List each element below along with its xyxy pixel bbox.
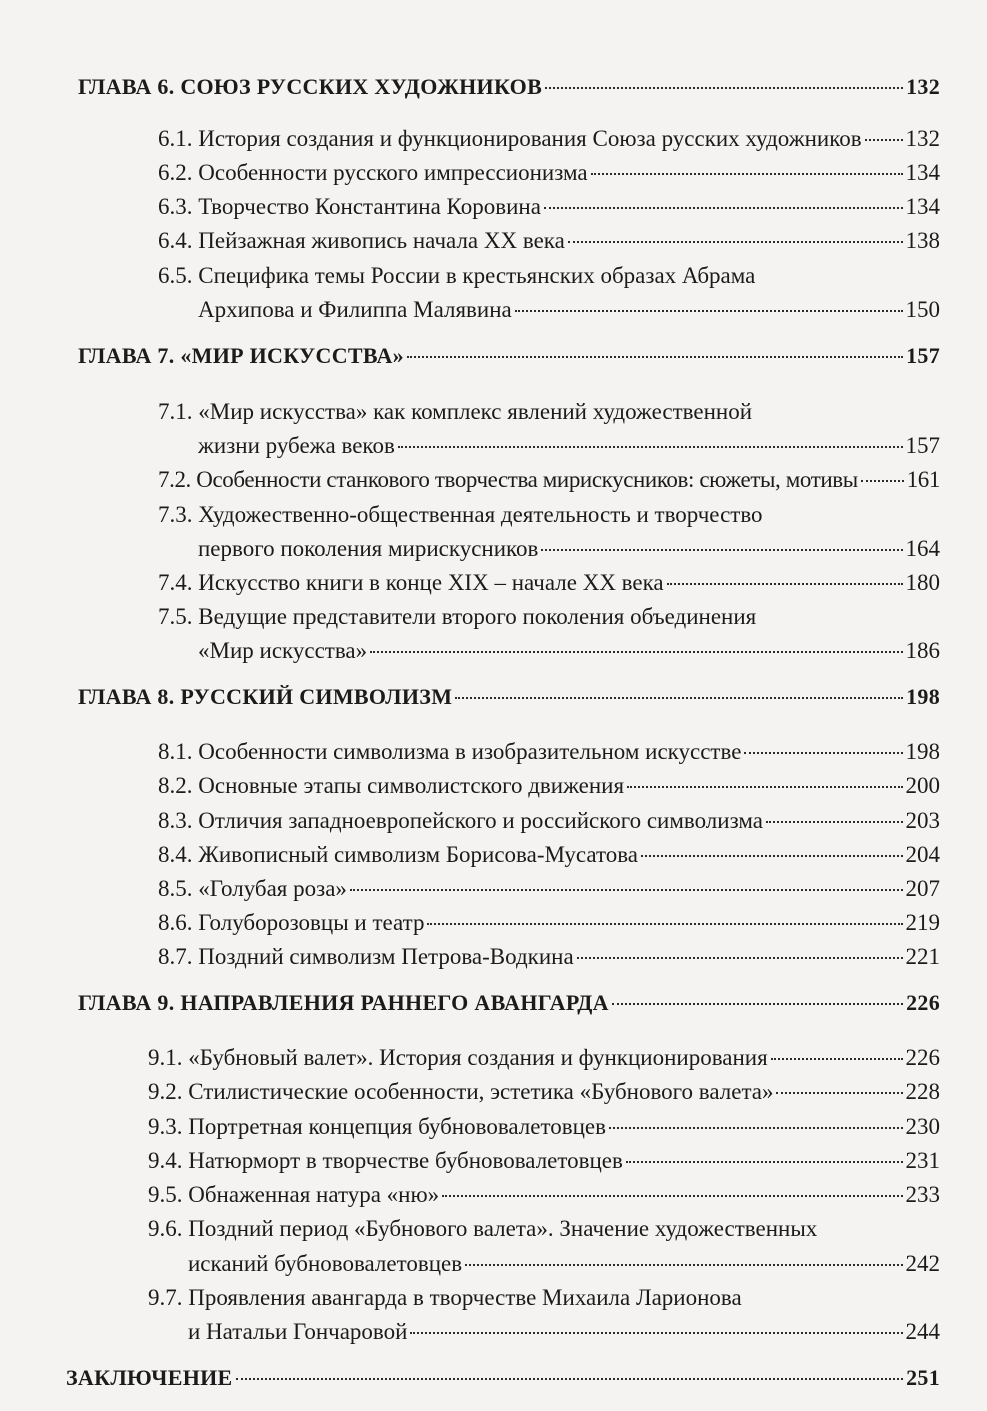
dot-leader: [609, 1127, 903, 1129]
toc-section-6-3[interactable]: [158, 192, 940, 222]
page-number: 134: [905, 194, 940, 219]
toc-section-9-6[interactable]: [188, 1249, 940, 1279]
dot-leader: [442, 1195, 902, 1197]
section-title: 8.7. Поздний символизм Петрова-Водкина: [158, 944, 574, 969]
dot-leader: [612, 1003, 903, 1005]
section-title: 9.1. «Бубновый валет». История создания и функционирования: [148, 1045, 768, 1070]
dot-leader: [545, 87, 903, 89]
section-title-continued: Архипова и Филиппа Малявина: [198, 297, 512, 322]
section-title: 8.6. Голуборозовцы и театр: [158, 910, 425, 935]
page-number: 244: [905, 1319, 940, 1344]
toc-section-7-3[interactable]: [198, 534, 940, 564]
toc-section-9-6-line1[interactable]: 9.6. Поздний период «Бубнового валета». Значение художественных: [148, 1216, 818, 1241]
section-title-continued: «Мир искусства»: [198, 638, 368, 663]
page-number: 161: [906, 467, 940, 492]
chapter-title: ГЛАВА 9. НАПРАВЛЕНИЯ РАННЕГО АВАНГАРДА: [78, 990, 609, 1015]
toc-section-8-4[interactable]: [158, 840, 940, 870]
section-title-continued: и Натальи Гончаровой: [188, 1319, 408, 1344]
chapter-title: ЗАКЛЮЧЕНИЕ: [66, 1365, 233, 1390]
dot-leader: [515, 310, 903, 312]
toc-section-9-3[interactable]: [148, 1112, 940, 1142]
page-number: 207: [905, 876, 940, 901]
toc-section-6-1[interactable]: [158, 124, 940, 154]
toc-chapter-9[interactable]: [78, 988, 940, 1018]
section-title: 7.4. Искусство книги в конце XIX – начале XX века: [158, 570, 664, 595]
toc-section-8-3[interactable]: [158, 806, 940, 836]
section-title: 6.2. Особенности русского импрессионизма: [158, 160, 588, 185]
toc-chapter-7[interactable]: [78, 341, 940, 371]
chapter-title: ГЛАВА 8. РУССКИЙ СИМВОЛИЗМ: [78, 684, 453, 709]
page-number: 231: [905, 1148, 940, 1173]
dot-leader: [667, 583, 903, 585]
toc-section-7-1-line1[interactable]: 7.1. «Мир искусства» как комплекс явлений художественной: [158, 399, 753, 424]
section-title: 8.3. Отличия западноевропейского и российского символизма: [158, 808, 763, 833]
dot-leader: [591, 173, 903, 175]
dot-leader: [771, 1058, 903, 1060]
page-number: 233: [905, 1182, 940, 1207]
page-number: 198: [905, 739, 940, 764]
chapter-title: ГЛАВА 7. «МИР ИСКУССТВА»: [78, 343, 404, 368]
page-number: 219: [905, 910, 940, 935]
dot-leader: [641, 855, 903, 857]
dot-leader: [776, 1092, 902, 1094]
dot-leader: [236, 1378, 904, 1380]
page-number: 226: [905, 1045, 940, 1070]
section-title-continued: жизни рубежа веков: [198, 433, 395, 458]
toc-section-7-4[interactable]: [158, 568, 940, 598]
toc-conclusion[interactable]: [66, 1363, 940, 1393]
section-title: 7.2. Особенности станкового творчества мирискусников: сюжеты, мотивы: [158, 467, 858, 492]
page-number: 221: [905, 944, 940, 969]
page-number: 200: [905, 773, 940, 798]
toc-section-6-5-line1[interactable]: 6.5. Специфика темы России в крестьянских образах Абрама: [158, 263, 756, 288]
toc-section-9-7-line1[interactable]: 9.7. Проявления авангарда в творчестве Михаила Ларионова: [148, 1285, 742, 1310]
toc-section-9-2[interactable]: [148, 1077, 940, 1107]
page-number: 228: [905, 1079, 940, 1104]
page-number: 150: [905, 297, 940, 322]
page-number: 132: [905, 126, 940, 151]
page-number: 251: [906, 1365, 940, 1390]
section-title: 8.4. Живописный символизм Борисова-Мусатова: [158, 842, 638, 867]
toc-section-8-2[interactable]: [158, 771, 940, 801]
section-title: 8.1. Особенности символизма в изобразительном искусстве: [158, 739, 742, 764]
dot-leader: [626, 1161, 903, 1163]
page-number: 198: [906, 684, 940, 709]
dot-leader: [455, 697, 903, 699]
dot-leader: [427, 923, 902, 925]
toc-section-8-7[interactable]: [158, 942, 940, 972]
section-title: 9.2. Стилистические особенности, эстетика «Бубнового валета»: [148, 1079, 774, 1104]
dot-leader: [861, 480, 904, 482]
section-title: 9.5. Обнаженная натура «ню»: [148, 1182, 440, 1207]
toc-section-7-5-line1[interactable]: 7.5. Ведущие представители второго поколения объединения: [158, 604, 757, 629]
page-number: 186: [905, 638, 940, 663]
toc-section-7-2[interactable]: [158, 465, 940, 495]
toc-section-8-6[interactable]: [158, 908, 940, 938]
toc-section-6-4[interactable]: [158, 226, 940, 256]
dot-leader: [465, 1264, 902, 1266]
page-number: 226: [906, 990, 940, 1015]
dot-leader: [766, 821, 903, 823]
page-number: 203: [905, 808, 940, 833]
page-number: 164: [905, 536, 940, 561]
toc-section-6-2[interactable]: [158, 158, 940, 188]
toc-section-7-5[interactable]: [198, 636, 940, 666]
section-title: 9.3. Портретная концепция бубнововалетовцев: [148, 1114, 606, 1139]
toc-section-7-3-line1[interactable]: 7.3. Художественно-общественная деятельность и творчество: [158, 502, 763, 527]
page-number: 180: [905, 570, 940, 595]
dot-leader: [544, 207, 903, 209]
section-title-continued: исканий бубнововалетовцев: [188, 1251, 463, 1276]
dot-leader: [398, 446, 903, 448]
section-title: 6.3. Творчество Константина Коровина: [158, 194, 541, 219]
section-title: 8.5. «Голубая роза»: [158, 876, 347, 901]
page-number: 157: [905, 433, 940, 458]
toc-chapter-6[interactable]: [78, 72, 940, 102]
dot-leader: [407, 356, 903, 358]
dot-leader: [744, 752, 902, 754]
page-number: 134: [905, 160, 940, 185]
dot-leader: [370, 651, 902, 653]
toc-chapter-8[interactable]: [78, 682, 940, 712]
toc-section-6-5[interactable]: [198, 295, 940, 325]
dot-leader: [410, 1332, 902, 1334]
section-title-continued: первого поколения мирискусников: [198, 536, 539, 561]
dot-leader: [541, 549, 902, 551]
toc-section-9-7[interactable]: [188, 1317, 940, 1347]
page-number: 132: [906, 74, 940, 99]
toc-section-9-1[interactable]: [148, 1043, 940, 1073]
page-number: 204: [905, 842, 940, 867]
page-number: 157: [906, 343, 940, 368]
dot-leader: [577, 957, 903, 959]
toc-section-9-4[interactable]: [148, 1146, 940, 1176]
dot-leader: [865, 139, 903, 141]
dot-leader: [627, 786, 902, 788]
page-number: 138: [905, 228, 940, 253]
dot-leader: [350, 889, 903, 891]
toc-section-8-5[interactable]: [158, 874, 940, 904]
toc-section-9-5[interactable]: [148, 1180, 940, 1210]
page-number: 230: [905, 1114, 940, 1139]
section-title: 6.1. История создания и функционирования Союза русских художников: [158, 126, 862, 151]
toc-section-8-1[interactable]: [158, 737, 940, 767]
toc-section-7-1[interactable]: [198, 431, 940, 461]
page-number: 242: [905, 1251, 940, 1276]
section-title: 6.4. Пейзажная живопись начала XX века: [158, 228, 565, 253]
dot-leader: [568, 241, 903, 243]
section-title: 8.2. Основные этапы символистского движения: [158, 773, 625, 798]
chapter-title: ГЛАВА 6. СОЮЗ РУССКИХ ХУДОЖНИКОВ: [78, 74, 543, 99]
section-title: 9.4. Натюрморт в творчестве бубнововалетовцев: [148, 1148, 623, 1173]
